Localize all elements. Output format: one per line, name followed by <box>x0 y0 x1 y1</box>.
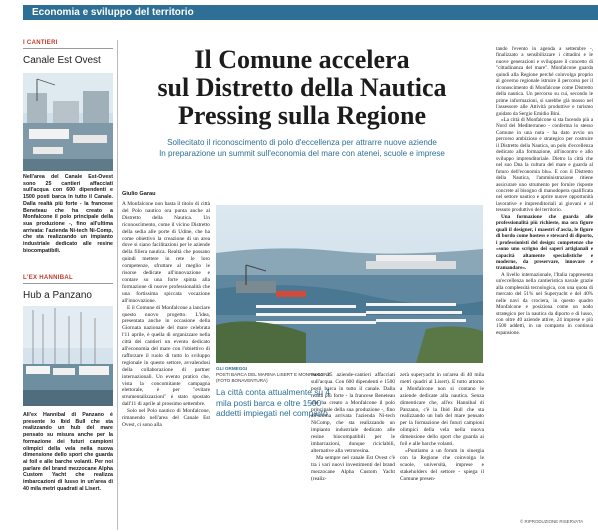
headline-line-1: Il Comune accelera <box>194 45 410 74</box>
headline <box>118 46 486 130</box>
sidebar-kicker-cantieri: I CANTIERI <box>23 40 58 46</box>
summary-line-2: In preparazione un summit sull'economia del mare con atenei, scuole e imprese <box>159 149 445 158</box>
headline-line-3: Pressing sulla Regione <box>178 101 426 130</box>
section-title: Economia e sviluppo del territorio <box>32 7 194 18</box>
sidebar-kicker-hannibal: L'EX HANNIBAL <box>23 275 73 281</box>
paragraph: E il Comune di Monfalcone a lanciare questo nuovo progetto. L'idea, presentata anche in occasione della Giornata nazionale del mare celebrata l'11 aprile, è quella di organizzare nella città dei cantieri un evento dedicato all'economia del mare con l'obiettivo di rafforzare il ruolo di tutto lo sviluppo regionale in questo settore, avvalendosi della collaborazione di partner internazionali. Un evento pratico che, vista la concomitante campagna elettorale, è per "evitare strumentalizzazioni" è stato spostato dall'11 di aprile al prossimo settembre. <box>122 304 210 408</box>
paragraph: A livello internazionale, l'Italia rappresenta un'eccellenza nella cantieristica navale grazie alla complessità tecnologica, con una quota di mercato del 51% nel Superyacht e del 40% nelle navi da crociera, in questo quadro Monfalcone e posiziona come un nodo strategico per la nautica da diporto e di lusso, con oltre 40 aziende attive, 24 imprese e più 1500 addetti, in un comparto in continua espansione. <box>496 271 593 336</box>
paragraph: meno 25 aziende-cantieri affacciati sull'acqua. Con 600 dipendenti e 1500 posti barca in tutto il canale. Dalla realtà più forte - la francese Beneteau che ha creato a Monfalcone il polo principale della sua produzione -, fino all'ultima arrivata l'azienda Ni-tech NiComp, che sta realizzando un impianto industriale dedicato alle resine biocompatibili per le imbarcazioni, dunque riciclabili, alternative alla vetroresina. <box>311 372 395 454</box>
sidebar-heading-hub: Hub a Panzano <box>23 290 92 301</box>
section-header <box>23 5 598 20</box>
paragraph: tando l'evento in agenda a settembre -, finalizzato a sensibilizzare i cittadini e le nuove generazioni e sviluppare il concetto di "cittadinanza del mare". Monfalcone guarda quindi alla Regione perché coinvolga proprio al governo regionale istruire il percorso per il riconoscimento di Monfalcone come Distretto della nautica. Un percorso su cui, secondo le prime informazioni, si sarebbe già mosso nel l'assessore alle Attività produttive e turismo guidato da Sergio Emidio Bini. <box>496 46 593 117</box>
sidebar-text-canale: Nell'area del Canale Est-Ovest sono 25 cantieri affacciati sull'acqua con 600 dipendenti e 1500 posti barca in tutto il Canale. Dalla realtà più forte - la francese Beneteau che ha creato a Monfalcone il polo principale della sua produzione -, fino all'ultima arrivata: l'azienda Ni-tech Ni-Comp, che sta realizzando un impianto industriale dedicato alle resine biocompatibili. <box>23 174 113 254</box>
photo-caption-label: GLI ORMEGGI <box>216 366 248 371</box>
copyright-note: © RIPRODUZIONE RISERVATA <box>520 519 584 524</box>
sidebar-heading-canale: Canale Est Ovest <box>23 55 101 66</box>
summary-line-1: Sollecitato il riconoscimento di polo d'eccellenza per attrarre nuove aziende <box>167 138 437 147</box>
article-column-2 <box>311 372 395 483</box>
paragraph: Solo nel Polo nautico di Monfalcone, rimanendo nell'area del Canale Est Ovest, ci sono alla <box>122 408 210 428</box>
marina-aerial-photo <box>216 205 483 363</box>
article-column-1 <box>122 201 210 429</box>
paragraph: «Puntiamo a un forum in sinergia con la Regione che coinvolga le scuole, università, imprese e stakeholders del settore - spiega il Comune presen- <box>400 447 484 482</box>
paragraph: Una formazione che guarda alle professionalità più richieste, ma ora figure quali il designer, i maestri d'ascia, le figure di bordo come hostess e steward di diporto, i professionisti del design: competenze che «sono uno scrigno dei saperi artigianali e capacità altamente specialistiche e moderne, da preservare, innovare e tramandare». <box>496 213 593 272</box>
paragraph: Ma sempre nel canale Est Ovest c'è tra i vari nuovi investimenti del brand mezzocane Alpha Custom Yacht (realiz- <box>311 454 395 482</box>
paragraph: A Monfalcone non basta il titolo di città del Polo nautico ora punta anche al Distretto della Nautica. Un riconoscimento, come il vicino Distretto della sedia alle porte di Udine, che ha come obiettivo la creazione di un area dove si siano facilitazioni per le aziende della filiera nautica. Realtà che possano quindi mettere in rete le loro competenze, sfruttare al meglio le risorse dedicate all'innovazione e contare su una forte spinta alla formazione di nuove professionalità che una fortissima spiccata vocazione all'innovazione. <box>122 201 210 304</box>
article-column-3 <box>400 372 484 483</box>
pull-quote: La città conta attualmente su 4 mila posti barca e oltre 1500 addetti impiegati nel comparto <box>216 387 331 418</box>
sidebar-text-hub: All'ex Hannibal di Panzano è presente lo Ibid Bull che sta realizzando un hub del mare pensato su misura anche per la formazione dei futuri campioni olimpici della vela nella nuova dimensione dello sport che guarda ai foil e alle barche volanti. Per noi parlare del brand mezzocane Alpha Custom Yacht che realizza imbarcazioni di lusso in un'area di 40 mila metri quadrati al Lisert. <box>23 412 113 492</box>
photo-caption-text: POSTI BARCA DEL MARINA LISERT E MONFALCONE (FOTO BONAVENTURA) <box>216 371 331 383</box>
marina-photo <box>23 306 113 406</box>
headline-line-2: sul Distretto della Nautica <box>157 73 447 102</box>
article-column-4 <box>496 46 593 336</box>
paragraph: zerà superyacht in un'area di 40 mila metri quadri al Lisert). E tutto attorno a Monfalcone non si contano le aziende dedicate alla nautica. Senza dimenticare che, all'ex Hannibal di Panzano, c'è la Ibid Bull che sta realizzando un hub del mare pensato per la formazione dei futuri campioni olimpici della vela nella nuova dimensione dello sport che guarda ai foil e alle barche volanti. <box>400 372 484 448</box>
shipyard-photo <box>23 73 113 171</box>
summary <box>118 137 486 159</box>
paragraph: «La città di Monfalcone si sta facendo più a Nord del Mediterraneo - conferma lo stesso Comune in una nota - ha dato avvio un percorso ambizioso e strategico per costruire il Distretto della Nautica, un polo d'eccellenza dedicato alla formazione, all'incontro e allo sviluppo imprenditoriale. Dietro la città che nel suo Dna la cultura del mare e guarda al futuro dell'economia blu». E con il Distretto della Nautica, l'amministrazione ritiene assicurare uno strumento per fornire risposte concrete al bisogno di manodopera qualificata nel settore nautico e aprire nuove opportunità lavorative e imprenditoriali ai giovani e al tessuto produttivo del territorio. <box>496 116 593 214</box>
byline: Giulio Garau <box>122 191 156 197</box>
